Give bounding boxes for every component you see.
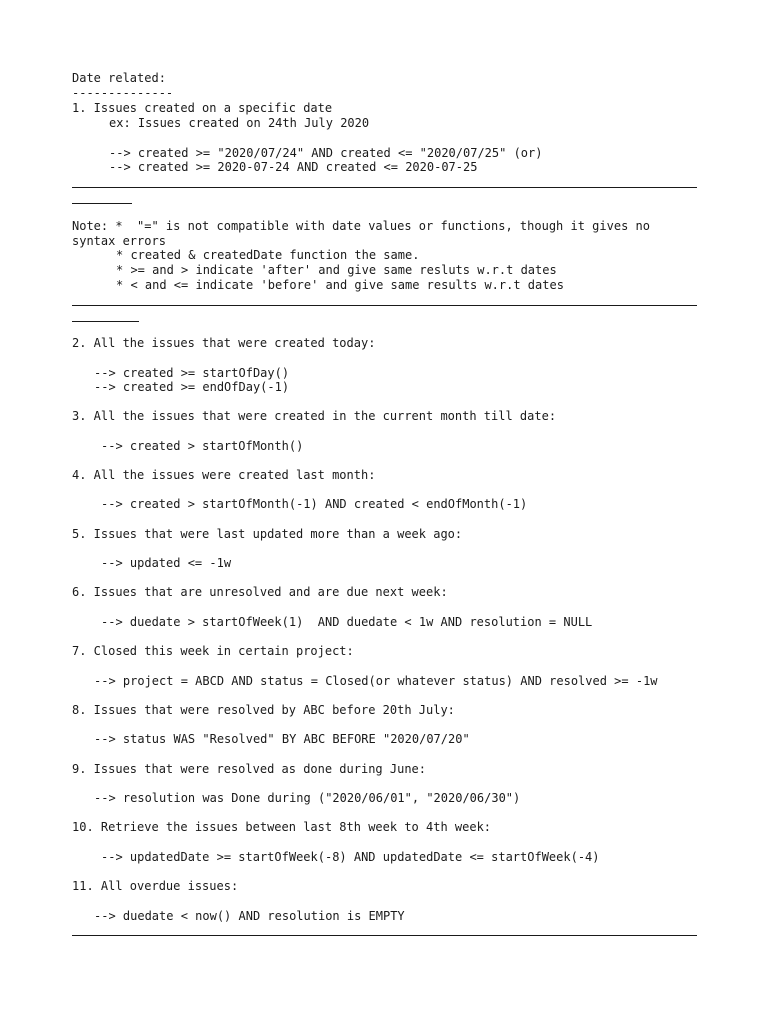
item-10-title: 10. Retrieve the issues between last 8th week to 4th week: (72, 820, 492, 834)
item-7-title: 7. Closed this week in certain project: (72, 644, 354, 658)
item-3-query-1: --> created > startOfMonth() (101, 439, 304, 453)
item-5-title: 5. Issues that were last updated more than a week ago: (72, 527, 463, 541)
item-10-query-1: --> updatedDate >= startOfWeek(-8) AND updatedDate <= startOfWeek(-4) (101, 850, 600, 864)
item-2-query-1: --> created >= startOfDay() (94, 366, 290, 380)
divider-line-tail (72, 203, 132, 204)
item-9-query-1: --> resolution was Done during ("2020/06/01", "2020/06/30") (94, 791, 521, 805)
item-2-title: 2. All the issues that were created today: (72, 336, 376, 350)
item-6-title: 6. Issues that are unresolved and are due next week: (72, 585, 448, 599)
note-line-1: Note: * "=" is not compatible with date values or functions, though it gives no (72, 219, 650, 233)
section-heading: Date related: (72, 71, 166, 85)
item-8-title: 8. Issues that were resolved by ABC before 20th July: (72, 703, 455, 717)
item-6-query-1: --> duedate > startOfWeek(1) AND duedate < 1w AND resolution = NULL (101, 615, 593, 629)
item-3-title: 3. All the issues that were created in the current month till date: (72, 409, 557, 423)
item-8-query-1: --> status WAS "Resolved" BY ABC BEFORE "2020/07/20" (94, 732, 470, 746)
note-bullet-3: * < and <= indicate 'before' and give same results w.r.t dates (116, 278, 564, 292)
divider-line (72, 935, 697, 936)
note-line-2: syntax errors (72, 234, 166, 248)
item-4-query-1: --> created > startOfMonth(-1) AND created < endOfMonth(-1) (101, 497, 528, 511)
item-7-query-1: --> project = ABCD AND status = Closed(or whatever status) AND resolved >= -1w (94, 674, 658, 688)
note-bullet-2: * >= and > indicate 'after' and give same resluts w.r.t dates (116, 263, 557, 277)
divider-line (72, 187, 697, 188)
item-1-example: ex: Issues created on 24th July 2020 (109, 116, 370, 130)
divider-line (72, 305, 697, 306)
item-9-title: 9. Issues that were resolved as done during June: (72, 762, 427, 776)
item-1-title: 1. Issues created on a specific date (72, 101, 333, 115)
note-bullet-1: * created & createdDate function the same. (116, 248, 420, 262)
item-4-title: 4. All the issues were created last month: (72, 468, 376, 482)
item-2-query-2: --> created >= endOfDay(-1) (94, 380, 290, 394)
item-1-query-1: --> created >= "2020/07/24" AND created <= "2020/07/25" (or) (109, 146, 543, 160)
item-11-query-1: --> duedate < now() AND resolution is EMPTY (94, 909, 405, 923)
item-11-title: 11. All overdue issues: (72, 879, 239, 893)
item-5-query-1: --> updated <= -1w (101, 556, 232, 570)
item-1-query-2: --> created >= 2020-07-24 AND created <= 2020-07-25 (109, 160, 478, 174)
heading-underline: -------------- (72, 86, 174, 100)
divider-line-tail (72, 321, 139, 322)
